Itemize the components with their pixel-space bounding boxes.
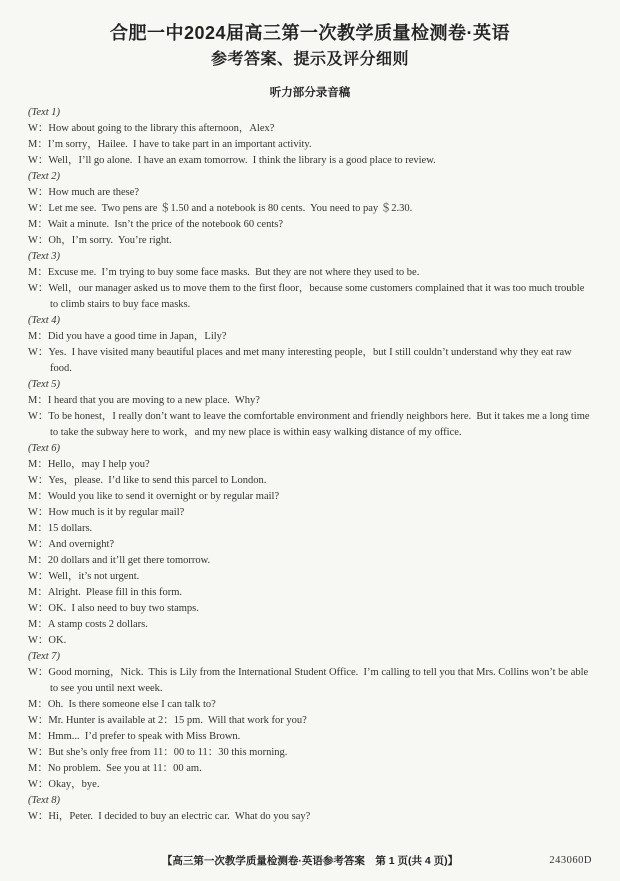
- transcript-line: W：Mr. Hunter is available at 2：15 pm. Will that work for you?: [28, 715, 307, 726]
- transcript-line: M：A stamp costs 2 dollars.: [28, 619, 148, 630]
- footer-caption: 【高三第一次教学质量检测卷·英语参考答案 第 1 页(共 4 页)】: [161, 855, 459, 867]
- transcript-line: W：Hi，Peter. I decided to buy an electric car. What do you say?: [28, 811, 311, 822]
- text-label: (Text 1): [28, 107, 60, 118]
- footer-page-code: 243060D: [549, 855, 592, 866]
- transcript-line: M：Wait a minute. Isn’t the price of the notebook 60 cents?: [28, 219, 283, 230]
- document-title: 合肥一中2024届高三第一次教学质量检测卷·英语: [109, 23, 511, 43]
- text-label: (Text 5): [28, 379, 60, 390]
- transcript-line: W：How about going to the library this afternoon，Alex?: [28, 123, 275, 134]
- section-heading-listening-script: 听力部分录音稿: [269, 87, 351, 99]
- transcript-line: W：Let me see. Two pens are ＄1.50 and a notebook is 80 cents. You need to pay ＄2.30.: [28, 203, 413, 214]
- transcript-line: M：Would you like to send it overnight or by regular mail?: [28, 491, 280, 502]
- transcript-line: W：OK.: [28, 635, 67, 646]
- transcript-line: M：Oh. Is there someone else I can talk to?: [28, 699, 216, 710]
- transcript-line: W：Yes，please. I’d like to send this parcel to London.: [28, 475, 267, 486]
- text-label: (Text 2): [28, 171, 60, 182]
- transcript-line: M：I heard that you are moving to a new place. Why?: [28, 395, 260, 406]
- text-label: (Text 6): [28, 443, 60, 454]
- listening-transcript: [28, 105, 592, 825]
- transcript-line: M：Hello，may I help you?: [28, 459, 150, 470]
- transcript-line: W：Well，I’ll go alone. I have an exam tomorrow. I think the library is a good place to review.: [28, 155, 436, 166]
- transcript-line: W：And overnight?: [28, 539, 115, 550]
- transcript-line: W：Okay，bye.: [28, 779, 100, 790]
- text-label: (Text 7): [28, 651, 60, 662]
- transcript-line: M：15 dollars.: [28, 523, 93, 534]
- transcript-line: W：To be honest，I really don’t want to leave the comfortable environment and friendly neighbors here. But it takes me a long time to take the subway here to work，and my new place is within easy walking distance of my office.: [28, 411, 593, 438]
- text-label: (Text 8): [28, 795, 60, 806]
- transcript-line: W：How much are these?: [28, 187, 140, 198]
- text-label: (Text 3): [28, 251, 60, 262]
- transcript-line: M：Excuse me. I’m trying to buy some face masks. But they are not where they used to be.: [28, 267, 420, 278]
- transcript-line: M：Hmm... I’d prefer to speak with Miss Brown.: [28, 731, 241, 742]
- transcript-line: W：Yes. I have visited many beautiful places and met many interesting people，but I still couldn’t understand why they eat raw food.: [28, 347, 575, 374]
- transcript-line: W：Well，our manager asked us to move them to the first floor，because some customers complained that it was too much trouble to climb stairs to buy face masks.: [28, 283, 588, 310]
- transcript-line: W：How much is it by regular mail?: [28, 507, 185, 518]
- transcript-line: W：Well，it’s not urgent.: [28, 571, 140, 582]
- transcript-line: M：Alright. Please fill in this form.: [28, 587, 182, 598]
- transcript-line: W：OK. I also need to buy two stamps.: [28, 603, 199, 614]
- page-footer: [28, 853, 592, 869]
- document-subtitle: 参考答案、提示及评分细则: [210, 51, 409, 68]
- transcript-line: M：Did you have a good time in Japan，Lily?: [28, 331, 227, 342]
- transcript-line: W：Good morning，Nick. This is Lily from the International Student Office. I’m calling to tell you that Mrs. Collins won’t be able to see you until next week.: [28, 667, 591, 694]
- transcript-line: M：20 dollars and it’ll get there tomorrow.: [28, 555, 211, 566]
- transcript-line: W：Oh，I’m sorry. You’re right.: [28, 235, 172, 246]
- text-label: (Text 4): [28, 315, 60, 326]
- transcript-line: M：I’m sorry，Hailee. I have to take part in an important activity.: [28, 139, 312, 150]
- transcript-line: W：But she’s only free from 11：00 to 11：30 this morning.: [28, 747, 288, 758]
- transcript-line: M：No problem. See you at 11：00 am.: [28, 763, 202, 774]
